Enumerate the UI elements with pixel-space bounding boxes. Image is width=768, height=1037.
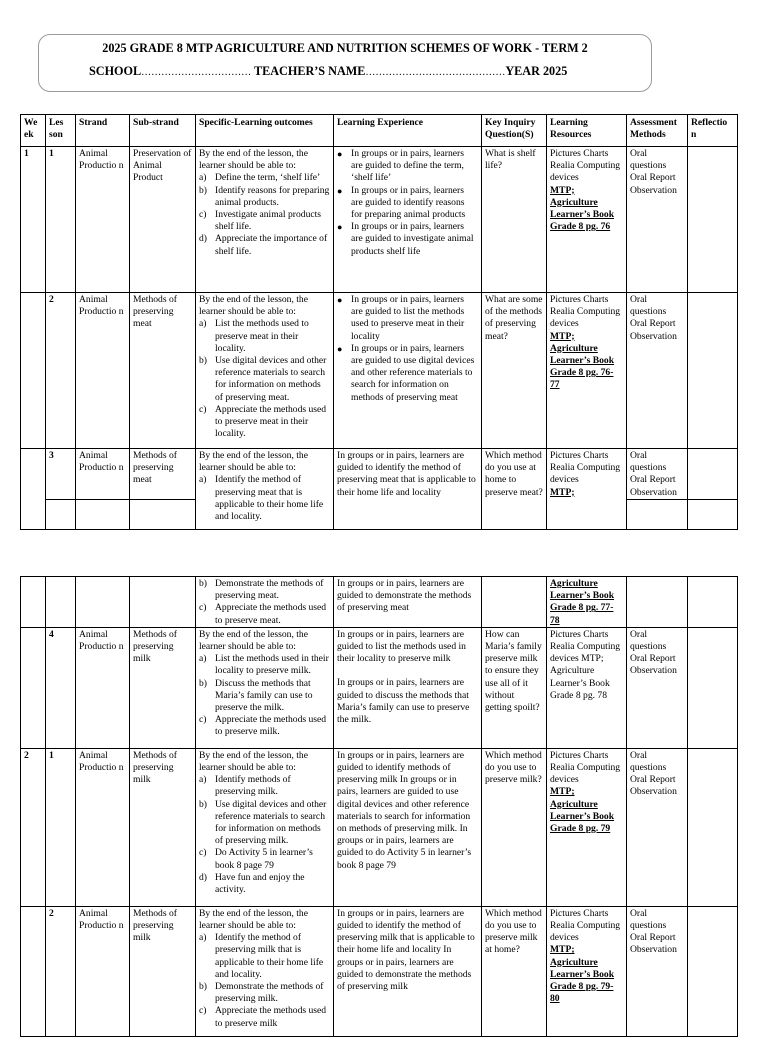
bullet-icon: ● bbox=[337, 343, 343, 354]
list-text: Do Activity 5 in learner’s book 8 page 79 bbox=[215, 847, 313, 871]
list-item bbox=[199, 602, 330, 626]
list-item bbox=[199, 404, 330, 441]
list-item bbox=[199, 774, 330, 798]
slo-cell bbox=[196, 293, 334, 449]
substrand-cell bbox=[130, 577, 196, 628]
list-item bbox=[199, 209, 330, 233]
resources-book: MTP; bbox=[550, 486, 575, 498]
resources-text: Pictures Charts Realia Computing devices bbox=[550, 294, 621, 330]
list-marker: a) bbox=[199, 474, 207, 486]
list-item bbox=[199, 799, 330, 848]
list-item bbox=[199, 318, 330, 355]
resources-cell bbox=[547, 906, 627, 1036]
lesson-cell bbox=[46, 499, 76, 529]
list-text: Identify methods of preserving milk. bbox=[215, 774, 291, 798]
experience-list bbox=[337, 294, 478, 404]
slo-intro: By the end of the lesson, the learner should be able to: bbox=[199, 294, 308, 318]
substrand-cell bbox=[130, 499, 196, 529]
list-text: Have fun and enjoy the activity. bbox=[215, 871, 305, 896]
slo-list bbox=[199, 474, 330, 523]
list-text: List the methods used to preserve meat in their locality. bbox=[215, 318, 309, 354]
resources-cell bbox=[547, 449, 627, 530]
table-row bbox=[21, 147, 738, 293]
list-marker: b) bbox=[199, 184, 207, 196]
list-marker: a) bbox=[199, 318, 207, 330]
list-item bbox=[199, 872, 330, 896]
reflection-cell bbox=[688, 748, 738, 906]
list-text: Use digital devices and other reference materials to search for information on methods of preserving meat. bbox=[215, 355, 327, 403]
experience-cell: In groups or in pairs, learners are guided to identify the method of preserving meat that is applicable to their home life and locality bbox=[334, 449, 482, 530]
assessment-cell bbox=[627, 577, 688, 628]
resources-book: MTP; Agriculture Learner’s Book Grade 8 pg. 79 bbox=[550, 786, 615, 835]
reflection-cell bbox=[688, 449, 738, 500]
resources-text: Pictures Charts Realia Computing devices bbox=[550, 148, 621, 184]
list-text: In groups or in pairs, learners are guided to investigate animal products shelf life bbox=[351, 221, 474, 257]
list-item bbox=[199, 172, 330, 184]
substrand-cell: Preservation of Animal Product bbox=[130, 147, 196, 293]
col-substrand: Sub-strand bbox=[130, 115, 196, 147]
list-item bbox=[337, 343, 478, 404]
lesson-cell: 1 bbox=[46, 147, 76, 293]
list-item bbox=[199, 233, 330, 257]
kiq-cell: What are some of the methods of preserving meat? bbox=[482, 293, 547, 449]
lesson-cell: 4 bbox=[46, 627, 76, 748]
experience-cell bbox=[334, 293, 482, 449]
col-kiq: Key Inquiry Question(S) bbox=[482, 115, 547, 147]
year-label: YEAR 2025 bbox=[505, 64, 568, 78]
teacher-label: TEACHER’S NAME bbox=[251, 64, 366, 78]
experience-text: In groups or in pairs, learners are guided to discuss the methods that Maria’s family can use to preserve the milk. bbox=[337, 677, 470, 726]
bullet-icon: ● bbox=[337, 149, 343, 159]
strand-cell: Animal Productio n bbox=[76, 293, 130, 449]
list-item bbox=[199, 981, 330, 1005]
table-header-row bbox=[21, 115, 738, 147]
week-cell bbox=[21, 293, 46, 449]
assessment-cell bbox=[627, 499, 688, 529]
list-marker: b) bbox=[199, 677, 207, 689]
list-marker: c) bbox=[199, 1005, 207, 1017]
spacer bbox=[337, 665, 478, 677]
lesson-cell: 3 bbox=[46, 449, 76, 500]
table-row bbox=[21, 577, 738, 628]
reflection-cell bbox=[688, 577, 738, 628]
list-item bbox=[337, 148, 478, 185]
strand-cell: Animal Productio n bbox=[76, 748, 130, 906]
kiq-cell: How can Maria’s family preserve milk to ensure they use all of it without getting spoilt? bbox=[482, 627, 547, 748]
substrand-cell: Methods of preserving milk bbox=[130, 627, 196, 748]
header-box bbox=[38, 34, 652, 92]
experience-cell: In groups or in pairs, learners are guided to demonstrate the methods of preserving meat bbox=[334, 577, 482, 628]
slo-list bbox=[199, 578, 330, 627]
lesson-cell: 2 bbox=[46, 293, 76, 449]
week-cell: 1 bbox=[21, 147, 46, 293]
slo-intro: By the end of the lesson, the learner should be able to: bbox=[199, 628, 308, 653]
reflection-cell bbox=[688, 627, 738, 748]
list-item bbox=[337, 185, 478, 222]
assessment-cell: Oral questions Oral Report Observation bbox=[627, 748, 688, 906]
list-text: In groups or in pairs, learners are guided to define the term, ‘shelf life’ bbox=[351, 148, 464, 184]
list-item bbox=[199, 678, 330, 715]
list-marker: a) bbox=[199, 774, 207, 786]
list-text: List the methods used in their locality to preserve milk. bbox=[215, 653, 329, 677]
kiq-cell: Which method do you use at home to preserve meat? bbox=[482, 449, 547, 530]
bullet-icon: ● bbox=[337, 185, 343, 196]
resources-cell bbox=[547, 577, 627, 628]
list-marker: b) bbox=[199, 981, 207, 993]
list-text: Define the term, ‘shelf life’ bbox=[215, 172, 321, 184]
slo-cell bbox=[196, 449, 334, 530]
list-marker: c) bbox=[199, 602, 207, 614]
reflection-cell bbox=[688, 499, 738, 529]
list-text: Appreciate the methods used to preserve milk bbox=[215, 1005, 327, 1029]
slo-intro: By the end of the lesson, the learner should be able to: bbox=[199, 907, 308, 932]
table-row bbox=[21, 449, 738, 500]
kiq-cell: Which method do you use to preserve milk? bbox=[482, 748, 547, 906]
list-item bbox=[199, 653, 330, 677]
list-item bbox=[199, 474, 330, 523]
list-text: In groups or in pairs, learners are guided to list the methods used to preserve meat in their locality bbox=[351, 294, 465, 342]
resources-cell bbox=[547, 147, 627, 293]
list-text: In groups or in pairs, learners are guided to identify reasons for preparing animal products bbox=[351, 184, 466, 221]
experience-cell: In groups or in pairs, learners are guided to identify the method of preserving milk that is applicable to their home life and locality In groups or in pairs, learners are guided to demonstrate the methods of preserving milk bbox=[334, 906, 482, 1036]
strand-cell: Animal Productio n bbox=[76, 147, 130, 293]
col-lesson: Les son bbox=[46, 115, 76, 147]
table-row bbox=[21, 293, 738, 449]
list-item bbox=[337, 294, 478, 343]
list-text: Use digital devices and other reference materials to search for information on methods of preserving milk. bbox=[215, 798, 327, 847]
list-text: Identify the method of preserving milk that is applicable to their home life and locality. bbox=[215, 932, 324, 980]
reflection-cell bbox=[688, 293, 738, 449]
school-label: SCHOOL bbox=[89, 64, 142, 78]
slo-cell bbox=[196, 906, 334, 1036]
strand-cell bbox=[76, 499, 130, 529]
resources-book: MTP; Agriculture Learner’s Book Grade 8 pg. 79-80 bbox=[550, 944, 615, 1005]
col-reflection: Reflectio n bbox=[688, 115, 738, 147]
list-item bbox=[199, 847, 330, 871]
resources-book: Agriculture Learner’s Book Grade 8 pg. 77-78 bbox=[550, 578, 615, 626]
lesson-cell: 1 bbox=[46, 748, 76, 906]
list-marker: a) bbox=[199, 932, 207, 944]
list-text: In groups or in pairs, learners are guided to use digital devices and other reference materials to search for information on methods of preserving meat bbox=[351, 342, 475, 403]
assessment-cell: Oral questions Oral Report Observation bbox=[627, 627, 688, 748]
col-week: We ek bbox=[21, 115, 46, 147]
col-resources: Learning Resources bbox=[547, 115, 627, 147]
list-text: Appreciate the methods used to preserve meat. bbox=[215, 602, 327, 626]
list-item bbox=[199, 932, 330, 981]
list-item bbox=[199, 355, 330, 404]
experience-list bbox=[337, 148, 478, 258]
resources-text: Pictures Charts Realia Computing devices bbox=[550, 907, 621, 944]
list-item bbox=[199, 1005, 330, 1029]
list-marker: b) bbox=[199, 578, 207, 589]
list-marker: c) bbox=[199, 403, 207, 415]
list-text: Appreciate the methods used to preserve milk. bbox=[215, 714, 327, 738]
experience-text: In groups or in pairs, learners are guided to list the methods used in their locality to preserve milk bbox=[337, 628, 466, 665]
resources-cell bbox=[547, 293, 627, 449]
list-item bbox=[337, 221, 478, 258]
slo-intro: By the end of the lesson, the learner should be able to: bbox=[199, 450, 308, 474]
list-marker: c) bbox=[199, 209, 207, 221]
slo-list bbox=[199, 318, 330, 440]
list-marker: a) bbox=[199, 172, 207, 184]
slo-list bbox=[199, 172, 330, 257]
reflection-cell bbox=[688, 147, 738, 293]
list-text: Identify reasons for preparing animal products. bbox=[215, 184, 330, 208]
list-item bbox=[199, 578, 330, 602]
school-dots: …………………………… bbox=[141, 67, 252, 78]
table-row bbox=[21, 627, 738, 748]
list-text: Discuss the methods that Maria’s family can use to preserve the milk. bbox=[215, 677, 313, 714]
list-item bbox=[199, 714, 330, 738]
header-info-line bbox=[89, 64, 567, 79]
resources-cell bbox=[547, 748, 627, 906]
scheme-table-page2 bbox=[20, 576, 738, 1037]
kiq-cell: Which method do you use to preserve milk at home? bbox=[482, 906, 547, 1036]
slo-intro: By the end of the lesson, the learner should be able to: bbox=[199, 148, 308, 172]
reflection-cell bbox=[688, 906, 738, 1036]
table-row bbox=[21, 906, 738, 1036]
list-marker: a) bbox=[199, 653, 207, 665]
kiq-cell: What is shelf life? bbox=[482, 147, 547, 293]
substrand-cell: Methods of preserving meat bbox=[130, 449, 196, 500]
week-cell bbox=[21, 906, 46, 1036]
list-marker: c) bbox=[199, 714, 207, 726]
slo-cell bbox=[196, 577, 334, 628]
list-item bbox=[199, 185, 330, 209]
slo-list bbox=[199, 774, 330, 896]
document-title: 2025 GRADE 8 MTP AGRICULTURE AND NUTRITION SCHEMES OF WORK - TERM 2 bbox=[102, 41, 588, 55]
slo-cell bbox=[196, 748, 334, 906]
assessment-cell: Oral questions Oral Report Observation bbox=[627, 449, 688, 500]
teacher-dots: …………………………………… bbox=[365, 67, 506, 78]
table-row bbox=[21, 748, 738, 906]
col-slo: Specific-Learning outcomes bbox=[196, 115, 334, 147]
substrand-cell: Methods of preserving meat bbox=[130, 293, 196, 449]
substrand-cell: Methods of preserving milk bbox=[130, 906, 196, 1036]
week-cell bbox=[21, 577, 46, 628]
slo-cell bbox=[196, 147, 334, 293]
list-marker: c) bbox=[199, 847, 207, 859]
list-text: Appreciate the importance of shelf life. bbox=[215, 233, 328, 257]
experience-cell: In groups or in pairs, learners are guided to identify methods of preserving milk In groups or in pairs, learners are guided to use digital devices and other reference materials to search for information on methods of preserving milk. In groups or in pairs, learners are guided to do Activity 5 in learner’s book 8 page 79 bbox=[334, 748, 482, 906]
substrand-cell: Methods of preserving milk bbox=[130, 748, 196, 906]
list-marker: b) bbox=[199, 798, 207, 810]
slo-intro: By the end of the lesson, the learner should be able to: bbox=[199, 749, 308, 774]
scheme-table-page1 bbox=[20, 114, 738, 530]
experience-cell bbox=[334, 147, 482, 293]
list-marker: d) bbox=[199, 871, 207, 883]
slo-list bbox=[199, 932, 330, 1030]
bullet-icon: ● bbox=[337, 295, 343, 305]
slo-list bbox=[199, 653, 330, 738]
col-experience: Learning Experience bbox=[334, 115, 482, 147]
strand-cell: Animal Productio n bbox=[76, 906, 130, 1036]
strand-cell: Animal Productio n bbox=[76, 449, 130, 500]
week-cell bbox=[21, 627, 46, 748]
bullet-icon: ● bbox=[337, 222, 343, 233]
strand-cell bbox=[76, 577, 130, 628]
lesson-cell: 2 bbox=[46, 906, 76, 1036]
resources-cell: Pictures Charts Realia Computing devices MTP; Agriculture Learner’s Book Grade 8 pg. 78 bbox=[547, 627, 627, 748]
col-strand: Strand bbox=[76, 115, 130, 147]
strand-cell: Animal Productio n bbox=[76, 627, 130, 748]
col-assessment: Assessment Methods bbox=[627, 115, 688, 147]
list-marker: d) bbox=[199, 233, 207, 245]
assessment-cell: Oral questions Oral Report Observation bbox=[627, 906, 688, 1036]
list-text: Identify the method of preserving meat that is applicable to their home life and locality. bbox=[215, 474, 324, 523]
resources-text: Pictures Charts Realia Computing devices bbox=[550, 749, 621, 786]
list-text: Investigate animal products shelf life. bbox=[215, 209, 322, 233]
week-cell bbox=[21, 449, 46, 530]
lesson-cell bbox=[46, 577, 76, 628]
list-text: Appreciate the methods used to preserve meat in their locality. bbox=[215, 403, 327, 440]
resources-book: MTP; Agriculture Learner’s Book Grade 8 pg. 76-77 bbox=[550, 330, 615, 391]
slo-cell bbox=[196, 627, 334, 748]
assessment-cell: Oral questions Oral Report Observation bbox=[627, 147, 688, 293]
kiq-cell bbox=[482, 577, 547, 628]
resources-book: MTP; Agriculture Learner’s Book Grade 8 pg. 76 bbox=[550, 184, 615, 233]
experience-cell bbox=[334, 627, 482, 748]
assessment-cell: Oral questions Oral Report Observation bbox=[627, 293, 688, 449]
resources-text: Pictures Charts Realia Computing devices bbox=[550, 450, 621, 486]
list-text: Demonstrate the methods of preserving meat. bbox=[215, 578, 324, 602]
list-text: Demonstrate the methods of preserving milk. bbox=[215, 981, 324, 1005]
week-cell: 2 bbox=[21, 748, 46, 906]
list-marker: b) bbox=[199, 355, 207, 367]
